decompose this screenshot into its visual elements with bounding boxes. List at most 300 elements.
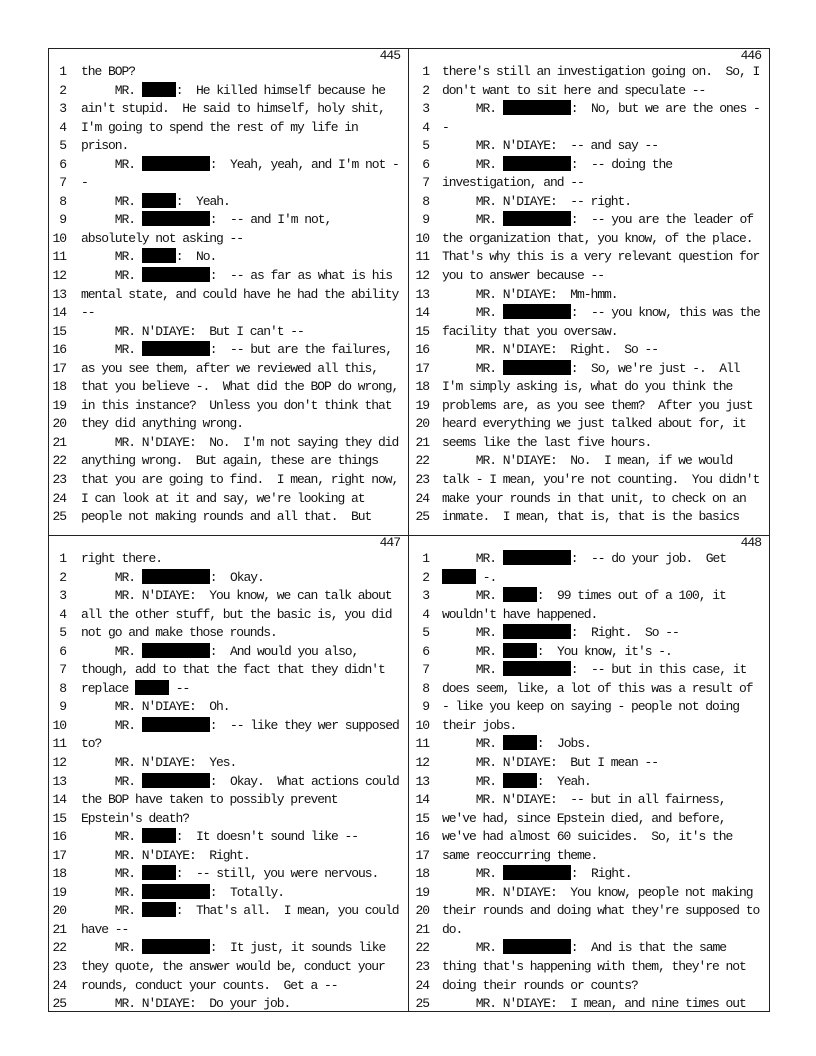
line-number: 11 <box>415 736 429 752</box>
line-number: 10 <box>415 230 429 246</box>
transcript-line <box>48 415 408 434</box>
transcript-line <box>48 211 408 230</box>
redaction-box <box>503 587 537 602</box>
transcript-line <box>409 82 769 101</box>
line-number: 3 <box>422 588 429 604</box>
transcript-line <box>48 624 408 643</box>
line-text: : No. <box>175 249 217 265</box>
line-text: all the other stuff, but the basic is, you did <box>81 606 392 622</box>
line-text: talk - I mean, you're not counting. You didn't <box>442 472 760 488</box>
line-number: 2 <box>59 569 66 585</box>
transcript-line <box>409 193 769 212</box>
transcript-line <box>48 341 408 360</box>
transcript-line <box>48 434 408 453</box>
transcript-line <box>409 958 769 977</box>
line-text: : -- and I'm not, <box>209 212 332 228</box>
transcript-line <box>48 230 408 249</box>
line-text: Epstein's death? <box>81 810 190 826</box>
line-text: have -- <box>81 921 129 937</box>
redaction-box <box>503 211 571 226</box>
transcript-line <box>48 643 408 662</box>
redaction-box <box>503 304 571 319</box>
transcript-line <box>48 119 408 138</box>
line-number: 20 <box>52 416 66 432</box>
line-text: MR. <box>442 360 503 376</box>
redaction-box <box>142 884 210 899</box>
line-text: mental state, and could have he had the ability <box>81 286 399 302</box>
transcript-line <box>409 248 769 267</box>
transcript-line <box>48 661 408 680</box>
redaction-box <box>503 865 571 880</box>
transcript-line <box>409 606 769 625</box>
line-text: I'm simply asking is, what do you think the <box>442 379 733 395</box>
transcript-line <box>409 267 769 286</box>
line-number: 1 <box>59 64 66 79</box>
transcript-line <box>409 452 769 471</box>
line-text: : -- but in this case, it <box>570 662 747 678</box>
line-number: 12 <box>415 755 429 771</box>
redaction-box <box>142 717 210 732</box>
line-text: MR. <box>442 736 503 752</box>
line-text: the organization that, you know, of the place. <box>442 230 753 246</box>
line-text: facility that you oversaw. <box>442 323 618 339</box>
line-number: 21 <box>52 434 66 450</box>
line-number: 21 <box>52 921 66 937</box>
transcript-line <box>409 156 769 175</box>
transcript-line <box>409 587 769 606</box>
line-number: 15 <box>415 323 429 339</box>
line-text: : It just, it sounds like <box>209 940 386 956</box>
line-number: 13 <box>52 286 66 302</box>
line-number: 1 <box>422 64 429 79</box>
transcript-line <box>409 680 769 699</box>
page-number: 448 <box>740 535 761 550</box>
transcript-line <box>409 286 769 305</box>
line-number: 1 <box>59 551 66 566</box>
line-number: 19 <box>52 397 66 413</box>
line-text: -. <box>476 569 497 585</box>
line-text: : Jobs. <box>536 736 591 752</box>
line-text: - <box>81 175 88 191</box>
transcript-line <box>48 193 408 212</box>
line-number: 7 <box>59 175 66 191</box>
transcript-line <box>409 661 769 680</box>
transcript-line <box>48 286 408 305</box>
transcript-line <box>409 977 769 996</box>
line-text: MR. <box>81 866 142 882</box>
line-number: 8 <box>59 193 66 209</box>
line-text: that you believe -. What did the BOP do wrong, <box>81 379 399 395</box>
redaction-box <box>135 680 169 695</box>
line-text: : Yeah. <box>175 193 230 209</box>
line-text: same reoccurring theme. <box>442 847 598 863</box>
transcript-line <box>409 341 769 360</box>
line-text: the BOP have taken to possibly prevent <box>81 792 338 808</box>
line-text: MR. <box>442 625 503 641</box>
line-text: MR. N'DIAYE: Yes. <box>81 755 237 771</box>
redaction-box <box>142 82 176 97</box>
transcript-line <box>48 698 408 717</box>
transcript-line <box>48 939 408 958</box>
transcript-line <box>48 569 408 588</box>
line-number: 25 <box>52 996 66 1012</box>
transcript-line <box>48 378 408 397</box>
line-text: there's still an investigation going on. So, I <box>442 64 760 79</box>
line-number: 16 <box>52 829 66 845</box>
line-text: MR. <box>442 305 503 321</box>
transcript-line <box>48 490 408 509</box>
redaction-box <box>142 828 176 843</box>
line-text: their rounds and doing what they're supposed to <box>442 903 760 919</box>
line-number: 7 <box>422 175 429 191</box>
line-text: : It doesn't sound like -- <box>175 829 359 845</box>
line-number: 9 <box>422 212 429 228</box>
line-number: 17 <box>52 360 66 376</box>
transcript-line <box>409 735 769 754</box>
line-text: MR. N'DIAYE: -- and say -- <box>442 138 659 154</box>
line-number: 17 <box>415 847 429 863</box>
transcript-line <box>48 137 408 156</box>
line-text: make your rounds in that unit, to check on an <box>442 490 746 506</box>
line-number: 2 <box>422 569 429 585</box>
transcript-line <box>48 680 408 699</box>
line-text: MR. <box>442 662 503 678</box>
transcript-line <box>409 569 769 588</box>
line-text: MR. N'DIAYE: Right. <box>81 847 250 863</box>
transcript-line <box>409 137 769 156</box>
transcript-line <box>409 624 769 643</box>
line-text: MR. <box>81 82 142 98</box>
transcript-line <box>409 773 769 792</box>
line-text: investigation, and -- <box>442 175 584 191</box>
line-text: MR. <box>81 212 142 228</box>
transcript-line <box>48 471 408 490</box>
line-number: 12 <box>52 268 66 284</box>
line-text: MR. <box>442 643 503 659</box>
line-number: 19 <box>415 884 429 900</box>
line-text: they quote, the answer would be, conduct your <box>81 959 385 975</box>
redaction-box <box>142 643 210 658</box>
line-number: 1 <box>422 551 429 566</box>
line-text: : And would you also, <box>209 643 359 659</box>
line-text: seems like the last five hours. <box>442 434 652 450</box>
line-text: : Yeah, yeah, and I'm not - <box>209 156 399 172</box>
transcript-line <box>409 508 769 527</box>
redaction-box <box>142 939 210 954</box>
redaction-box <box>503 100 571 115</box>
transcript-line <box>409 939 769 958</box>
line-text: doing their rounds or counts? <box>442 977 638 993</box>
line-text: MR. <box>442 551 503 566</box>
line-number: 18 <box>52 866 66 882</box>
line-number: 5 <box>422 138 429 154</box>
line-number: 9 <box>59 212 66 228</box>
line-text: MR. <box>442 940 503 956</box>
line-text: as you see them, after we reviewed all this, <box>81 360 379 376</box>
line-text: MR. <box>442 156 503 172</box>
line-text: heard everything we just talked about for, it <box>442 416 746 432</box>
line-text: the BOP? <box>81 64 136 79</box>
transcript-line <box>48 958 408 977</box>
line-text: MR. <box>81 829 142 845</box>
line-text: anything wrong. But again, these are things <box>81 453 379 469</box>
line-text: inmate. I mean, that is, that is the basics <box>442 509 740 525</box>
line-number: 14 <box>52 792 66 808</box>
redaction-box <box>503 156 571 171</box>
transcript-line <box>48 884 408 903</box>
line-text: MR. <box>81 773 142 789</box>
line-number: 13 <box>415 773 429 789</box>
redaction-box <box>503 773 537 788</box>
redaction-box <box>142 156 210 171</box>
transcript-line <box>48 773 408 792</box>
line-text: though, add to that the fact that they didn't <box>81 662 385 678</box>
line-text: : -- still, you were nervous. <box>175 866 379 882</box>
redaction-box <box>142 773 210 788</box>
line-number: 19 <box>415 397 429 413</box>
transcript-line <box>409 810 769 829</box>
line-text: : -- like they wer supposed <box>209 717 399 733</box>
transcript-line <box>48 606 408 625</box>
transcript-line <box>48 587 408 606</box>
line-text: MR. <box>81 884 142 900</box>
line-number: 23 <box>415 472 429 488</box>
transcript-line <box>48 847 408 866</box>
line-text: MR. <box>81 156 142 172</box>
transcript-line <box>409 643 769 662</box>
redaction-box <box>503 624 571 639</box>
transcript-line <box>409 323 769 342</box>
line-text: rounds, conduct your counts. Get a -- <box>81 977 338 993</box>
transcript-line <box>48 156 408 175</box>
transcript-line <box>48 397 408 416</box>
transcript-line <box>409 63 769 82</box>
line-text: MR. N'DIAYE: You know, we can talk about <box>81 588 392 604</box>
line-text: : He killed himself because he <box>175 82 386 98</box>
line-number: 8 <box>59 680 66 696</box>
line-text: MR. N'DIAYE: -- but in all fairness, <box>442 792 726 808</box>
redaction-box <box>142 902 176 917</box>
transcript-line <box>409 211 769 230</box>
line-number: 4 <box>422 119 429 135</box>
transcript-line <box>48 717 408 736</box>
line-text: I can look at it and say, we're looking at <box>81 490 365 506</box>
line-number: 18 <box>52 379 66 395</box>
line-text: : So, we're just -. All <box>570 360 740 376</box>
redaction-box <box>142 193 176 208</box>
line-number: 15 <box>52 323 66 339</box>
transcript-line <box>409 754 769 773</box>
line-text: MR. <box>81 569 142 585</box>
line-text: we've had, since Epstein died, and before, <box>442 810 726 826</box>
line-text: thing that's happening with them, they're not <box>442 959 746 975</box>
line-text: MR. <box>442 773 503 789</box>
line-number: 6 <box>422 156 429 172</box>
transcript-line <box>409 791 769 810</box>
line-text: MR. <box>81 940 142 956</box>
line-text: MR. N'DIAYE: Oh. <box>81 699 230 715</box>
line-text: MR. N'DIAYE: No. I mean, if we would <box>442 453 733 469</box>
transcript-line <box>409 995 769 1014</box>
transcript-line <box>409 847 769 866</box>
transcript-line <box>48 865 408 884</box>
line-text: : Yeah. <box>536 773 591 789</box>
transcript-line <box>409 397 769 416</box>
line-text: : -- do your job. Get <box>570 551 727 566</box>
redaction-box <box>442 569 476 584</box>
line-text: their jobs. <box>442 717 517 733</box>
line-number: 10 <box>52 717 66 733</box>
line-text: -- <box>169 680 190 696</box>
transcript-line <box>409 471 769 490</box>
line-number: 4 <box>422 606 429 622</box>
line-text: MR. <box>81 342 142 358</box>
line-number: 25 <box>415 509 429 525</box>
line-number: 23 <box>52 959 66 975</box>
line-text: MR. <box>81 717 142 733</box>
line-text: MR. <box>81 249 142 265</box>
line-text: MR. <box>442 588 503 604</box>
line-text: : Okay. <box>209 569 264 585</box>
line-number: 6 <box>59 643 66 659</box>
line-text: that you are going to find. I mean, right now, <box>81 472 399 488</box>
line-text: prison. <box>81 138 129 154</box>
redaction-box <box>142 569 210 584</box>
line-number: 13 <box>52 773 66 789</box>
line-number: 17 <box>52 847 66 863</box>
transcript-line <box>409 119 769 138</box>
line-text: ain't stupid. He said to himself, holy shit, <box>81 101 385 117</box>
line-text: absolutely not asking -- <box>81 230 244 246</box>
line-number: 15 <box>52 810 66 826</box>
line-number: 22 <box>415 453 429 469</box>
transcript-line <box>48 508 408 527</box>
line-number: 3 <box>59 101 66 117</box>
transcript-line <box>409 230 769 249</box>
line-number: 16 <box>415 829 429 845</box>
transcript-line <box>48 977 408 996</box>
transcript-line <box>48 360 408 379</box>
line-number: 16 <box>415 342 429 358</box>
page-number: 445 <box>379 48 400 63</box>
transcript-line <box>48 791 408 810</box>
transcript-line <box>409 490 769 509</box>
line-number: 22 <box>52 940 66 956</box>
line-text: : -- you are the leader of <box>570 212 754 228</box>
line-number: 11 <box>415 249 429 265</box>
line-text: problems are, as you see them? After you just <box>442 397 753 413</box>
line-number: 9 <box>422 699 429 715</box>
line-text: - <box>442 119 449 135</box>
line-text: to? <box>81 736 102 752</box>
transcript-line <box>48 323 408 342</box>
transcript-line <box>48 82 408 101</box>
redaction-box <box>503 550 571 565</box>
line-number: 6 <box>422 643 429 659</box>
line-text: MR. <box>442 866 503 882</box>
line-text: MR. <box>442 212 503 228</box>
line-number: 24 <box>52 490 66 506</box>
transcript-page-448 <box>409 536 769 1014</box>
transcript-line <box>48 100 408 119</box>
redaction-box <box>142 267 210 282</box>
transcript-line <box>409 828 769 847</box>
line-number: 16 <box>52 342 66 358</box>
transcript-line <box>409 304 769 323</box>
line-number: 8 <box>422 680 429 696</box>
line-number: 21 <box>415 921 429 937</box>
line-text: : Okay. What actions could <box>209 773 399 789</box>
line-text: MR. N'DIAYE: No. I'm not saying they did <box>81 434 399 450</box>
line-number: 22 <box>52 453 66 469</box>
line-text: : -- but are the failures, <box>209 342 393 358</box>
line-text: - like you keep on saying - people not doing <box>442 699 740 715</box>
transcript-line <box>409 717 769 736</box>
transcript-line <box>48 452 408 471</box>
line-text: : 99 times out of a 100, it <box>536 588 726 604</box>
line-text: MR. <box>81 643 142 659</box>
line-text: : -- as far as what is his <box>209 268 393 284</box>
line-number: 24 <box>52 977 66 993</box>
line-number: 25 <box>52 509 66 525</box>
transcript-line <box>409 698 769 717</box>
line-number: 2 <box>422 82 429 98</box>
line-text: we've had almost 60 suicides. So, it's the <box>442 829 733 845</box>
line-number: 10 <box>52 230 66 246</box>
line-text: in this instance? Unless you don't think that <box>81 397 392 413</box>
line-text: does seem, like, a lot of this was a result of <box>442 680 753 696</box>
line-number: 12 <box>415 268 429 284</box>
transcript-page-446 <box>409 49 769 527</box>
line-number: 14 <box>415 305 429 321</box>
line-text: MR. <box>81 193 142 209</box>
line-text: : Totally. <box>209 884 285 900</box>
transcript-line <box>409 921 769 940</box>
line-text: : -- you know, this was the <box>570 305 760 321</box>
line-text: MR. N'DIAYE: But I can't -- <box>81 323 304 339</box>
line-text: MR. N'DIAYE: -- right. <box>442 193 632 209</box>
line-text: : Right. So -- <box>570 625 679 641</box>
page-number: 446 <box>740 48 761 63</box>
transcript-page-445 <box>48 49 408 527</box>
line-text: MR. N'DIAYE: But I mean -- <box>442 755 659 771</box>
line-number: 12 <box>52 755 66 771</box>
line-text: MR. N'DIAYE: You know, people not making <box>442 884 753 900</box>
line-text: wouldn't have happened. <box>442 606 598 622</box>
transcript-line <box>48 828 408 847</box>
line-number: 19 <box>52 884 66 900</box>
transcript-line <box>409 174 769 193</box>
redaction-box <box>503 735 537 750</box>
line-number: 7 <box>59 662 66 678</box>
transcript-line <box>48 902 408 921</box>
line-number: 14 <box>52 305 66 321</box>
transcript-line <box>409 415 769 434</box>
line-number: 24 <box>415 490 429 506</box>
line-number: 23 <box>52 472 66 488</box>
line-text: they did anything wrong. <box>81 416 244 432</box>
redaction-box <box>503 360 571 375</box>
transcript-line <box>48 735 408 754</box>
line-number: 25 <box>415 996 429 1012</box>
transcript-line <box>409 378 769 397</box>
transcript-line <box>48 304 408 323</box>
line-text: : Right. <box>570 866 632 882</box>
line-text: MR. N'DIAYE: Mm-hmm. <box>442 286 618 302</box>
line-number: 4 <box>59 119 66 135</box>
line-text: : That's all. I mean, you could <box>175 903 399 919</box>
line-text: people not making rounds and all that. But <box>81 509 372 525</box>
